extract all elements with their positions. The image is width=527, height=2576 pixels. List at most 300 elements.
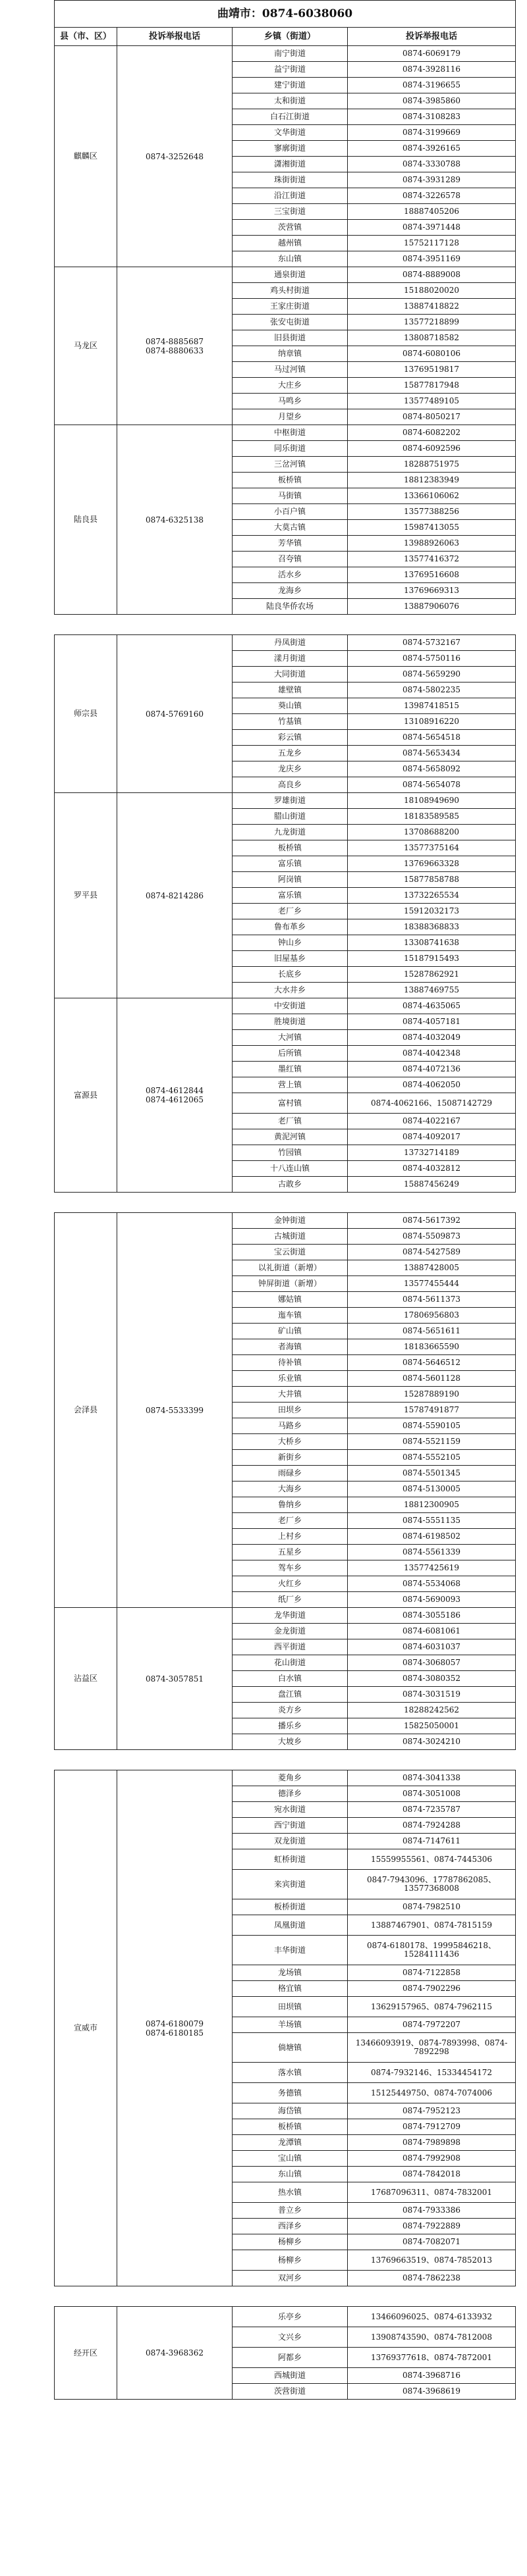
township-row: [55, 1608, 516, 1624]
township-name: 金龙街道: [233, 1624, 348, 1639]
county-phone: [117, 46, 233, 267]
township-name: 旧县街道: [233, 330, 348, 346]
township-name: 鲁纳乡: [233, 1497, 348, 1513]
township-name: 腊山街道: [233, 809, 348, 825]
township-name: 益宁街道: [233, 62, 348, 78]
township-phone: 0874-7982510: [348, 1899, 516, 1915]
township-phone: 0874-5646512: [348, 1355, 516, 1371]
township-phone: 0874-7082071: [348, 2234, 516, 2250]
county-phone-number: 0874-5533399: [145, 1405, 204, 1415]
township-phone: 0874-4042348: [348, 1046, 516, 1062]
township-name: 潇湘街道: [233, 157, 348, 172]
township-name: 板桥街道: [233, 1899, 348, 1915]
township-name: 双龙街道: [233, 1834, 348, 1849]
township-phone: 0874-3199669: [348, 125, 516, 141]
township-phone: 0874-5611373: [348, 1292, 516, 1308]
township-name: 芳华镇: [233, 536, 348, 552]
township-phone: 13887906076: [348, 599, 516, 615]
township-name: 大莫古镇: [233, 520, 348, 536]
township-name: 金钟街道: [233, 1213, 348, 1229]
township-phone: 15125449750、0874-7074006: [348, 2083, 516, 2103]
township-name: 胜境街道: [233, 1014, 348, 1030]
township-phone: 13629157965、0874-7962115: [348, 1997, 516, 2017]
township-name: 墨红镇: [233, 1062, 348, 1077]
township-phone: 0874-7235787: [348, 1802, 516, 1818]
section-gap: [55, 615, 516, 635]
township-phone: 13887418822: [348, 299, 516, 315]
county-name: 沾益区: [55, 1608, 117, 1750]
township-row: [55, 46, 516, 62]
township-phone: 0874-8050217: [348, 409, 516, 425]
township-phone: 0874-5601128: [348, 1371, 516, 1387]
township-name: 者海镇: [233, 1339, 348, 1355]
township-name: 杨柳乡: [233, 2250, 348, 2271]
township-name: 纳章镇: [233, 346, 348, 362]
township-phone: 18108949690: [348, 793, 516, 809]
township-name: 东山镇: [233, 251, 348, 267]
county-phone-number: 0874-6325138: [145, 515, 204, 525]
township-name: 南宁街道: [233, 46, 348, 62]
township-phone: 0874-7933386: [348, 2203, 516, 2219]
township-name: 待补镇: [233, 1355, 348, 1371]
township-name: 来宾街道: [233, 1870, 348, 1899]
township-name: 凤凰街道: [233, 1915, 348, 1936]
township-name: 大水井乡: [233, 983, 348, 998]
township-phone: 15187915493: [348, 951, 516, 967]
township-row: [55, 635, 516, 651]
township-name: 九龙街道: [233, 825, 348, 840]
township-name: 板桥镇: [233, 473, 348, 488]
township-name: 大桥乡: [233, 1434, 348, 1450]
township-name: 田坝乡: [233, 1403, 348, 1418]
township-phone: 0874-6180178、19995846218、15284111436: [348, 1936, 516, 1965]
township-name: 阿都乡: [233, 2348, 348, 2368]
township-name: 五龙乡: [233, 746, 348, 761]
township-phone: 18812383949: [348, 473, 516, 488]
township-name: 沿江街道: [233, 188, 348, 204]
township-name: 古敢乡: [233, 1177, 348, 1193]
township-name: 龙庆乡: [233, 761, 348, 777]
township-phone: 13908743590、0874-7812008: [348, 2327, 516, 2348]
township-name: 大同街道: [233, 667, 348, 683]
township-name: 白水镇: [233, 1671, 348, 1687]
township-phone: 15287889190: [348, 1387, 516, 1403]
township-name: 阿岗镇: [233, 872, 348, 888]
township-name: 落水镇: [233, 2063, 348, 2083]
township-phone: 15287862921: [348, 967, 516, 983]
township-phone: 15987413055: [348, 520, 516, 536]
township-name: 三岔河镇: [233, 457, 348, 473]
township-phone: 18183589585: [348, 809, 516, 825]
township-row: [55, 1213, 516, 1229]
township-phone: 0874-6069179: [348, 46, 516, 62]
township-name: 长底乡: [233, 967, 348, 983]
township-phone: 0874-5802235: [348, 683, 516, 698]
section-gap: [55, 2286, 516, 2307]
township-phone: 0874-7952123: [348, 2103, 516, 2119]
township-phone: 0874-5658092: [348, 761, 516, 777]
township-name: 老厂乡: [233, 904, 348, 919]
township-name: 娜姑镇: [233, 1292, 348, 1308]
township-phone: 18388368833: [348, 919, 516, 935]
township-name: 罗雄街道: [233, 793, 348, 809]
township-name: 田坝镇: [233, 1997, 348, 2017]
township-name: 珠街街道: [233, 172, 348, 188]
township-name: 葵山镇: [233, 698, 348, 714]
county-phone-number: 0874-8880633: [145, 346, 204, 355]
township-name: 虹桥街道: [233, 1849, 348, 1870]
township-phone: 0874-3928116: [348, 62, 516, 78]
township-phone: 13769669313: [348, 583, 516, 599]
county-phone-number: 0874-4612844: [145, 1086, 204, 1095]
county-phone: [117, 267, 233, 425]
township-phone: 0874-6092596: [348, 441, 516, 457]
township-phone: 0874-4092017: [348, 1129, 516, 1145]
county-name: 罗平县: [55, 793, 117, 998]
township-phone: 0874-3196655: [348, 78, 516, 93]
township-name: 乐亭乡: [233, 2307, 348, 2327]
township-phone: 0874-7972207: [348, 2017, 516, 2033]
township-name: 乐业镇: [233, 1371, 348, 1387]
township-name: 茨营街道: [233, 2384, 348, 2400]
township-phone: 0874-5651611: [348, 1324, 516, 1339]
township-phone: 0874-4057181: [348, 1014, 516, 1030]
township-phone: 13769377618、0874-7872001: [348, 2348, 516, 2368]
township-name: 马路乡: [233, 1418, 348, 1434]
township-phone: 0874-5654078: [348, 777, 516, 793]
township-name: 黄泥河镇: [233, 1129, 348, 1145]
township-name: 龙潭镇: [233, 2135, 348, 2151]
township-phone: 0874-5552105: [348, 1450, 516, 1466]
township-name: 龙海乡: [233, 583, 348, 599]
township-phone: 13366106062: [348, 488, 516, 504]
county-phone-number: 0874-3057851: [145, 1674, 204, 1684]
township-phone: 18288751975: [348, 457, 516, 473]
township-phone: 0874-7992908: [348, 2151, 516, 2167]
township-name: 格宜镇: [233, 1981, 348, 1997]
township-phone: 0874-5654518: [348, 730, 516, 746]
township-row: [55, 998, 516, 1014]
township-phone: 13988926063: [348, 536, 516, 552]
township-phone: 0874-3041338: [348, 1770, 516, 1786]
township-phone: 0874-4635065: [348, 998, 516, 1014]
county-name: 富源县: [55, 998, 117, 1193]
township-name: 文兴乡: [233, 2327, 348, 2348]
township-phone: 0874-3226578: [348, 188, 516, 204]
county-name: 师宗县: [55, 635, 117, 793]
township-name: 越州镇: [233, 236, 348, 251]
township-phone: 0874-5561339: [348, 1545, 516, 1560]
township-phone: 0874-4032049: [348, 1030, 516, 1046]
township-name: 倘塘镇: [233, 2033, 348, 2063]
township-phone: 0874-7862238: [348, 2271, 516, 2286]
township-phone: 13887469755: [348, 983, 516, 998]
township-phone: 15825050001: [348, 1718, 516, 1734]
township-phone: 0874-7147611: [348, 1834, 516, 1849]
township-name: 富乐镇: [233, 888, 348, 904]
county-name: 会泽县: [55, 1213, 117, 1608]
township-phone: 0874-7989898: [348, 2135, 516, 2151]
township-name: 富乐镇: [233, 856, 348, 872]
township-phone: 17806956803: [348, 1308, 516, 1324]
township-phone: 13577425619: [348, 1560, 516, 1576]
township-phone: 15188020020: [348, 283, 516, 299]
township-name: 文华街道: [233, 125, 348, 141]
township-phone: 0874-3985860: [348, 93, 516, 109]
township-phone: 0874-5653434: [348, 746, 516, 761]
county-phone: [117, 998, 233, 1193]
township-phone: 0874-4022167: [348, 1114, 516, 1129]
township-phone: 0874-6080106: [348, 346, 516, 362]
township-name: 西平街道: [233, 1639, 348, 1655]
township-name: 旧屋基乡: [233, 951, 348, 967]
document-title: 曲靖市：0874-6038060: [55, 1, 516, 28]
township-row: [55, 425, 516, 441]
township-name: 古城街道: [233, 1229, 348, 1245]
township-phone: 0874-4032812: [348, 1161, 516, 1177]
township-name: 白石江街道: [233, 109, 348, 125]
township-name: 小百户镇: [233, 504, 348, 520]
township-phone: 0874-8889008: [348, 267, 516, 283]
township-phone: 0874-6031037: [348, 1639, 516, 1655]
township-name: 漾月街道: [233, 651, 348, 667]
township-row: [55, 2307, 516, 2327]
township-name: 后所镇: [233, 1046, 348, 1062]
township-phone: 0874-3971448: [348, 220, 516, 236]
township-phone: 18183665590: [348, 1339, 516, 1355]
township-phone: 0874-3926165: [348, 141, 516, 157]
township-phone: 17687096311、0874-7832001: [348, 2182, 516, 2203]
township-name: 驾车乡: [233, 1560, 348, 1576]
township-name: 龙场镇: [233, 1965, 348, 1981]
township-row: [55, 1770, 516, 1786]
township-phone: 0874-5130005: [348, 1481, 516, 1497]
township-phone: 13577455444: [348, 1276, 516, 1292]
township-name: 茨营镇: [233, 220, 348, 236]
county-phone-number: 0874-6180079: [145, 2019, 204, 2028]
county-name: 陆良县: [55, 425, 117, 615]
township-name: 矿山镇: [233, 1324, 348, 1339]
township-name: 热水镇: [233, 2182, 348, 2203]
township-phone: 0874-3330788: [348, 157, 516, 172]
county-phone-number: 0874-5769160: [145, 709, 204, 719]
township-phone: 0874-7912709: [348, 2119, 516, 2135]
township-name: 普立乡: [233, 2203, 348, 2219]
township-name: 德泽乡: [233, 1786, 348, 1802]
county-phone-number: 0874-4612065: [145, 1095, 204, 1104]
township-name: 迤车镇: [233, 1308, 348, 1324]
township-phone: 13887428005: [348, 1260, 516, 1276]
township-phone: 0874-5501345: [348, 1466, 516, 1481]
county-name: 麒麟区: [55, 46, 117, 267]
township-name: 以礼街道（新增）: [233, 1260, 348, 1276]
township-phone: 15787491877: [348, 1403, 516, 1418]
township-phone: 0874-3968716: [348, 2368, 516, 2384]
county-phone: [117, 2307, 233, 2400]
township-phone: 0874-3951169: [348, 251, 516, 267]
township-phone: 0874-5732167: [348, 635, 516, 651]
county-phone: [117, 425, 233, 615]
township-name: 富村镇: [233, 1093, 348, 1114]
county-name: 马龙区: [55, 267, 117, 425]
township-phone: 0874-5690093: [348, 1592, 516, 1608]
township-phone: 15887456249: [348, 1177, 516, 1193]
township-phone: 15752117128: [348, 236, 516, 251]
township-name: 宝云街道: [233, 1245, 348, 1260]
township-name: 炎方乡: [233, 1703, 348, 1718]
township-name: 大海乡: [233, 1481, 348, 1497]
township-phone: 13577218899: [348, 315, 516, 330]
county-phone-number: 0874-6180185: [145, 2028, 204, 2038]
township-name: 双河乡: [233, 2271, 348, 2286]
township-name: 西泽乡: [233, 2219, 348, 2234]
county-phone-number: 0874-3252648: [145, 151, 204, 161]
county-phone: [117, 635, 233, 793]
header-county-phone: 投诉举报电话: [117, 28, 233, 46]
township-name: 板桥镇: [233, 840, 348, 856]
township-name: 陆良华侨农场: [233, 599, 348, 615]
county-phone-number: 0874-8885687: [145, 336, 204, 346]
township-name: 中枢街道: [233, 425, 348, 441]
township-phone: 0874-7902296: [348, 1981, 516, 1997]
county-name: 宣威市: [55, 1770, 117, 2286]
township-name: 盘江镇: [233, 1687, 348, 1703]
township-name: 老厂乡: [233, 1513, 348, 1529]
header-row: [55, 28, 516, 46]
township-phone: 0874-5521159: [348, 1434, 516, 1450]
township-name: 营上镇: [233, 1077, 348, 1093]
township-phone: 18812300905: [348, 1497, 516, 1513]
header-township: 乡镇（街道）: [233, 28, 348, 46]
township-name: 花山街道: [233, 1655, 348, 1671]
township-name: 太和街道: [233, 93, 348, 109]
township-phone: 0847-7943096、17787862085、13577368008: [348, 1870, 516, 1899]
township-phone: 0874-5427589: [348, 1245, 516, 1260]
township-phone: 0874-7932146、15334454172: [348, 2063, 516, 2083]
county-phone: [117, 1770, 233, 2286]
township-phone: 0874-5551135: [348, 1513, 516, 1529]
township-phone: 13577375164: [348, 840, 516, 856]
township-phone: 0874-5590105: [348, 1418, 516, 1434]
township-name: 竹基镇: [233, 714, 348, 730]
township-phone: 18887405206: [348, 204, 516, 220]
township-phone: 15877858788: [348, 872, 516, 888]
township-phone: 13732714189: [348, 1145, 516, 1161]
header-township-phone: 投诉举报电话: [348, 28, 516, 46]
township-phone: 15559955561、0874-7445306: [348, 1849, 516, 1870]
township-name: 新街乡: [233, 1450, 348, 1466]
township-name: 十八连山镇: [233, 1161, 348, 1177]
township-phone: 13466093919、0874-7893998、0874-7892298: [348, 2033, 516, 2063]
header-county: 县（市、区）: [55, 28, 117, 46]
township-name: 海岱镇: [233, 2103, 348, 2119]
township-phone: 0874-4062050: [348, 1077, 516, 1093]
township-phone: 13577416372: [348, 552, 516, 567]
county-phone-number: 0874-3968362: [145, 2348, 204, 2357]
township-name: 宛水街道: [233, 1802, 348, 1818]
township-name: 月望乡: [233, 409, 348, 425]
township-phone: 0874-3031519: [348, 1687, 516, 1703]
township-phone: 0874-5750116: [348, 651, 516, 667]
township-phone: 0874-5659290: [348, 667, 516, 683]
township-name: 鲁布革乡: [233, 919, 348, 935]
township-phone: 13769663519、0874-7852013: [348, 2250, 516, 2271]
township-name: 龙华街道: [233, 1608, 348, 1624]
township-phone: 13732265534: [348, 888, 516, 904]
township-name: 五星乡: [233, 1545, 348, 1560]
township-row: [55, 793, 516, 809]
township-name: 王家庄街道: [233, 299, 348, 315]
township-name: 寥廓街道: [233, 141, 348, 157]
township-name: 丹凤街道: [233, 635, 348, 651]
township-name: 建宁街道: [233, 78, 348, 93]
township-phone: 13577388256: [348, 504, 516, 520]
township-name: 召夸镇: [233, 552, 348, 567]
township-phone: 13308741638: [348, 935, 516, 951]
township-phone: 0874-4062166、15087142729: [348, 1093, 516, 1114]
hotline-table: [54, 0, 516, 2400]
township-phone: 0874-7842018: [348, 2167, 516, 2182]
township-phone: 13808718582: [348, 330, 516, 346]
township-name: 通泉街道: [233, 267, 348, 283]
township-name: 彩云镇: [233, 730, 348, 746]
township-phone: 0874-3080352: [348, 1671, 516, 1687]
township-phone: 0874-3068057: [348, 1655, 516, 1671]
township-phone: 0874-3024210: [348, 1734, 516, 1750]
township-phone: 13769519817: [348, 362, 516, 378]
township-phone: 0874-3968619: [348, 2384, 516, 2400]
township-name: 三宝街道: [233, 204, 348, 220]
township-name: 上村乡: [233, 1529, 348, 1545]
county-phone-number: 0874-8214286: [145, 890, 204, 900]
township-phone: 0874-3931289: [348, 172, 516, 188]
township-phone: 0874-6082202: [348, 425, 516, 441]
township-row: [55, 267, 516, 283]
township-name: 鸡头村街道: [233, 283, 348, 299]
township-name: 丰华街道: [233, 1936, 348, 1965]
township-name: 大井镇: [233, 1387, 348, 1403]
township-name: 西宁街道: [233, 1818, 348, 1834]
township-phone: 13769516608: [348, 567, 516, 583]
township-phone: 0874-3055186: [348, 1608, 516, 1624]
county-phone: [117, 1213, 233, 1608]
township-phone: 18288242562: [348, 1703, 516, 1718]
township-name: 板桥镇: [233, 2119, 348, 2135]
township-name: 同乐街道: [233, 441, 348, 457]
township-name: 雨碌乡: [233, 1466, 348, 1481]
township-name: 竹园镇: [233, 1145, 348, 1161]
township-phone: 15912032173: [348, 904, 516, 919]
county-phone: [117, 1608, 233, 1750]
township-phone: 13987418515: [348, 698, 516, 714]
township-phone: 0874-7122858: [348, 1965, 516, 1981]
section-gap: [55, 1750, 516, 1770]
township-phone: 13769663328: [348, 856, 516, 872]
township-name: 钟山乡: [233, 935, 348, 951]
complaint-hotline-document: [54, 0, 515, 2400]
township-name: 火红乡: [233, 1576, 348, 1592]
township-name: 雄壁镇: [233, 683, 348, 698]
township-name: 务德镇: [233, 2083, 348, 2103]
township-name: 高良乡: [233, 777, 348, 793]
township-name: 羊场镇: [233, 2017, 348, 2033]
township-phone: 13466096025、0874-6133932: [348, 2307, 516, 2327]
township-name: 马过河镇: [233, 362, 348, 378]
township-phone: 13577489105: [348, 394, 516, 409]
township-name: 张安屯街道: [233, 315, 348, 330]
township-name: 播乐乡: [233, 1718, 348, 1734]
township-phone: 0874-5617392: [348, 1213, 516, 1229]
